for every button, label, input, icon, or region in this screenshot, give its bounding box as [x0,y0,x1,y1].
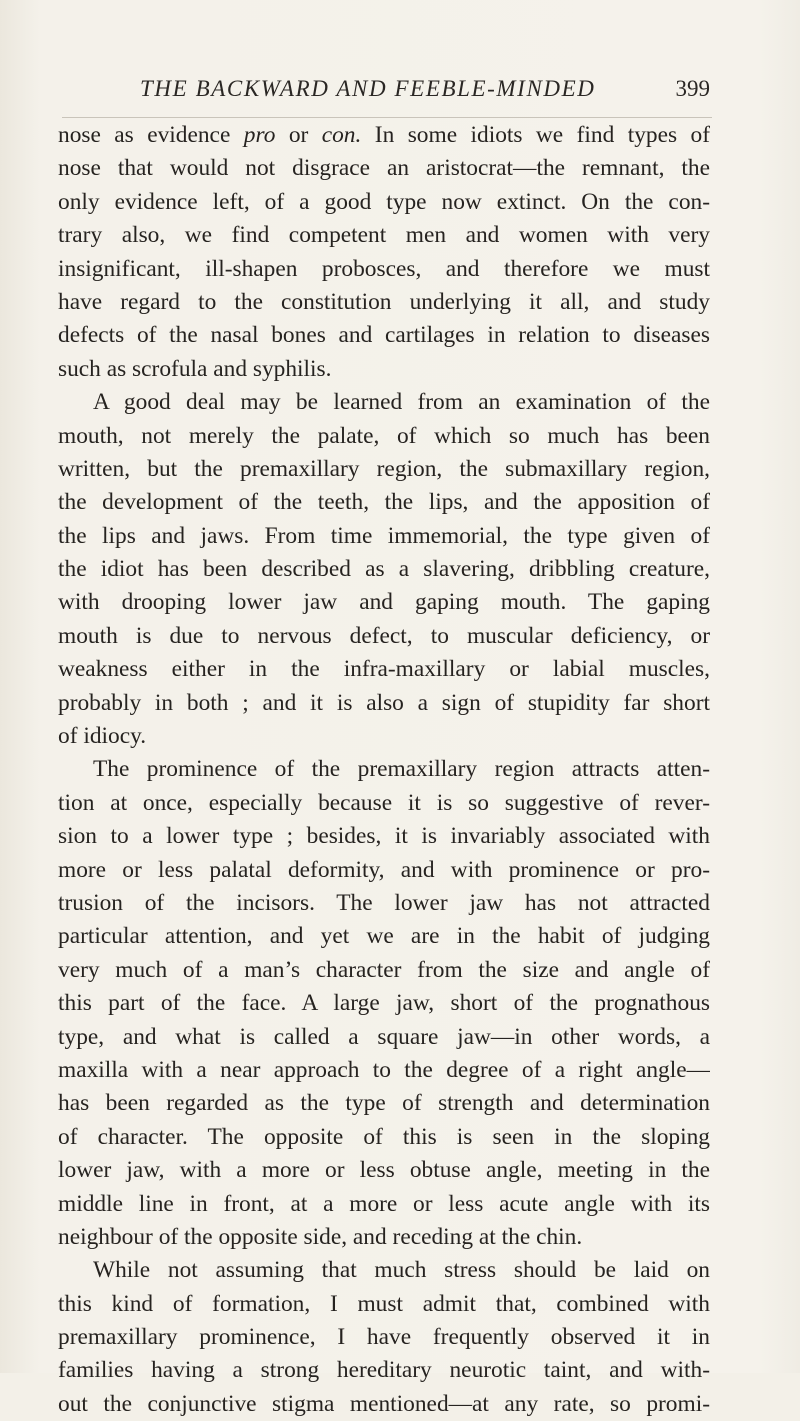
text-line: trusion of the incisors. The lower jaw has not attracted [58,889,710,916]
text-line: out the conjunctive stigma mentioned—at any rate, so promi- [58,1390,710,1417]
text-line: particular attention, and yet we are in the habit of judging [58,923,710,950]
text-line: the development of the teeth, the lips, and the apposition of [58,489,710,516]
text-line: the idiot has been described as a slavering, dribbling creature, [58,556,710,583]
text-line: nose that would not disgrace an aristocrat—the remnant, the [58,155,710,182]
text-line: mouth, not merely the palate, of which so much has been [58,422,710,449]
text-line: While not assuming that much stress should be laid on [93,1257,710,1284]
text-line: only evidence left, of a good type now extinct. On the con- [58,188,710,215]
text-line: more or less palatal deformity, and with prominence or pro- [58,856,710,883]
text-line: defects of the nasal bones and cartilages in relation to diseases [58,322,710,349]
text-line: insignificant, ill-shapen probosces, and therefore we must [58,255,710,282]
text-line: written, but the premaxillary region, the submaxillary region, [58,455,710,482]
page-number: 399 [675,76,710,101]
text-line: has been regarded as the type of strength and determination [58,1090,710,1117]
text-line: probably in both ; and it is also a sign of stupidity far short [58,689,710,716]
text-line: this part of the face. A large jaw, short of the prognathous [58,990,710,1017]
text-line: A good deal may be learned from an examination of the [93,389,710,416]
running-title: THE BACKWARD AND FEEBLE-MINDED [140,76,596,101]
text-line: maxilla with a near approach to the degree of a right angle— [58,1056,710,1083]
text-line: have regard to the constitution underlying it all, and study [58,288,710,315]
body-text [58,119,710,1421]
header-rule [62,117,712,118]
text-line: with drooping lower jaw and gaping mouth. The gaping [58,589,710,616]
text-line: weakness either in the infra-maxillary or labial muscles, [58,656,710,683]
text-line: families having a strong hereditary neurotic taint, and with- [58,1357,710,1384]
text-line: the lips and jaws. From time immemorial, the type given of [58,522,710,549]
text-line: The prominence of the premaxillary region attracts atten- [93,756,710,783]
text-line: very much of a man’s character from the size and angle of [58,956,710,983]
text-line: trary also, we find competent men and women with very [58,222,710,249]
text-line: neighbour of the opposite side, and receding at the chin. [58,1223,583,1250]
text-line: tion at once, especially because it is so suggestive of rever- [58,789,710,816]
text-line: mouth is due to nervous defect, to muscular deficiency, or [58,622,710,649]
running-head [140,76,710,116]
text-line: of idiocy. [58,723,147,750]
text-line: premaxillary prominence, I have frequently observed it in [58,1324,710,1351]
text-line: this kind of formation, I must admit that, combined with [58,1290,710,1317]
text-line: middle line in front, at a more or less acute angle with its [58,1190,710,1217]
text-line: type, and what is called a square jaw—in other words, a [58,1023,710,1050]
text-line: lower jaw, with a more or less obtuse angle, meeting in the [58,1157,710,1184]
text-line: such as scrofula and syphilis. [58,355,332,382]
text-line: of character. The opposite of this is seen in the sloping [58,1123,710,1150]
text-line: nose as evidence pro or con. In some idiots we find types of [58,122,710,148]
text-line: sion to a lower type ; besides, it is invariably associated with [58,823,710,850]
